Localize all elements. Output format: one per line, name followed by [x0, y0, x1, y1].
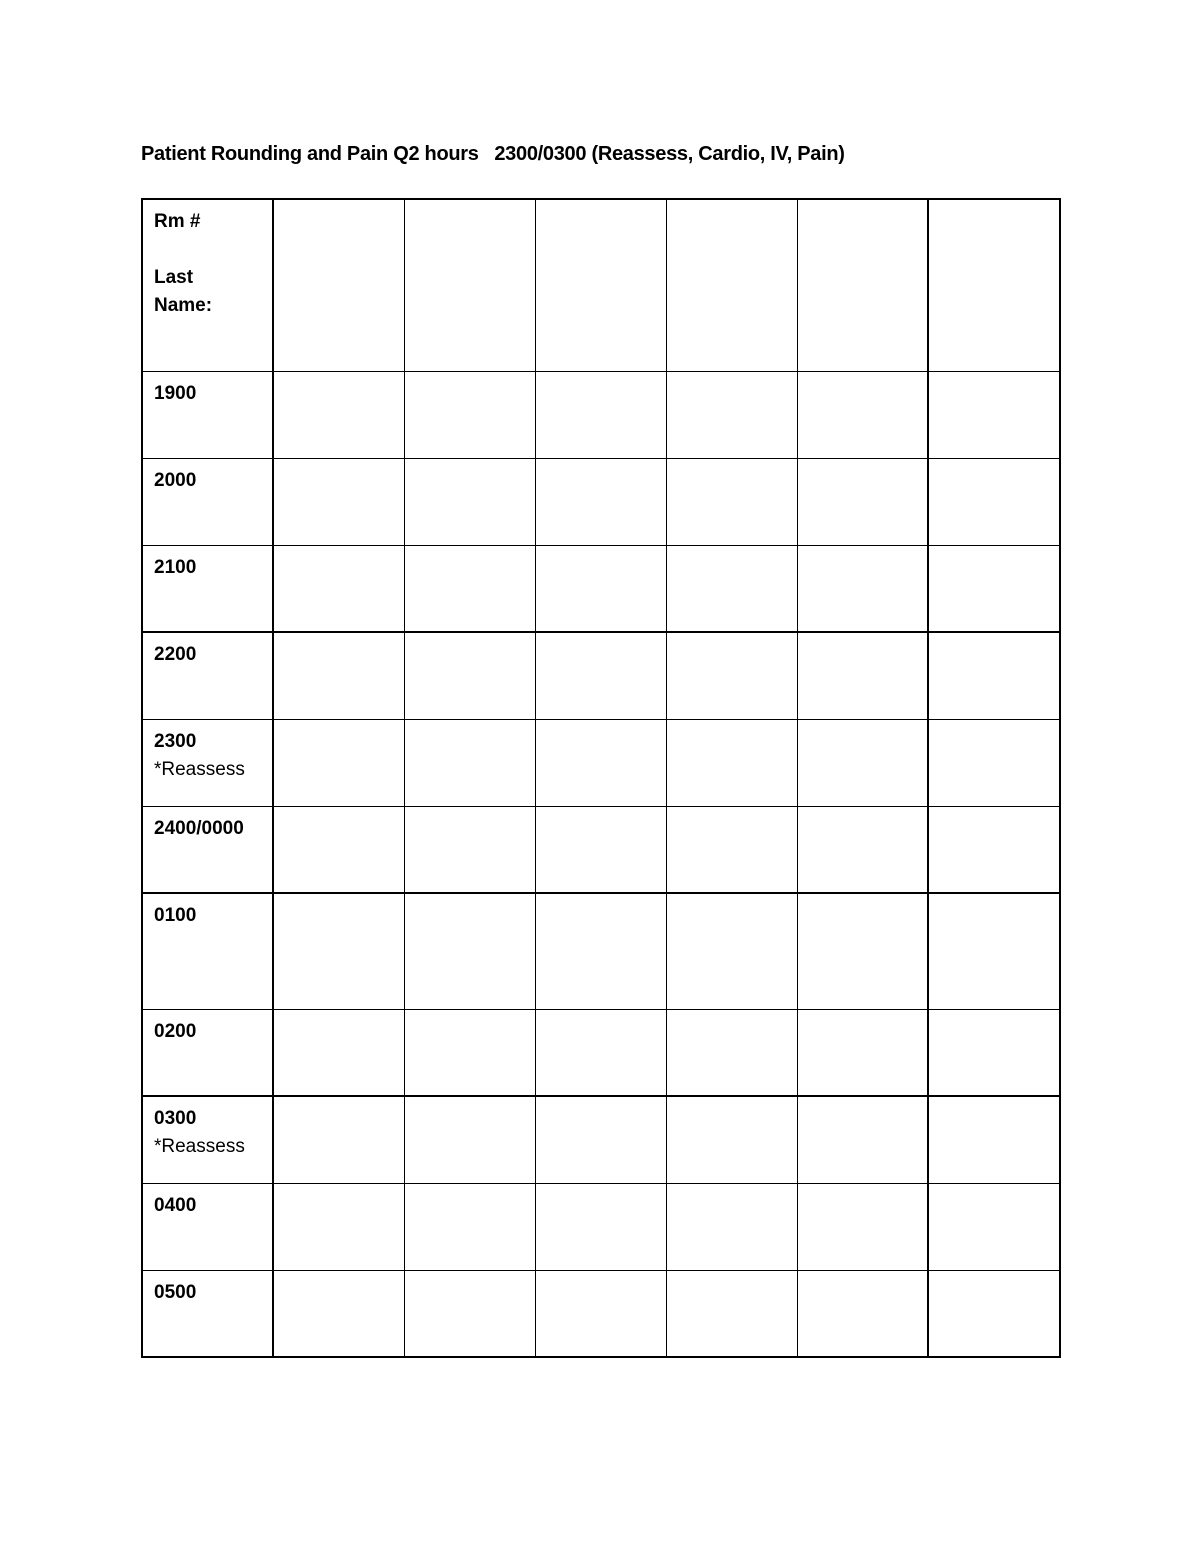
rounding-entry-cell[interactable]	[273, 632, 404, 719]
rounding-entry-cell[interactable]	[928, 371, 1060, 458]
rounding-entry-cell[interactable]	[666, 1009, 797, 1096]
time-label: 0200	[154, 1020, 197, 1042]
rounding-entry-cell[interactable]	[797, 1270, 928, 1357]
rounding-entry-cell[interactable]	[535, 632, 666, 719]
time-label-cell	[142, 632, 273, 719]
patient-name-cell[interactable]	[928, 199, 1060, 371]
time-label: 0300	[154, 1108, 197, 1129]
rounding-entry-cell[interactable]	[928, 1183, 1060, 1270]
rounding-entry-cell[interactable]	[404, 719, 535, 806]
rounding-entry-cell[interactable]	[928, 1270, 1060, 1357]
rounding-entry-cell[interactable]	[273, 1270, 404, 1357]
time-label: 1900	[154, 382, 197, 404]
rounding-entry-cell[interactable]	[404, 1009, 535, 1096]
time-row	[142, 1183, 1060, 1270]
rounding-entry-cell[interactable]	[666, 1096, 797, 1183]
rounding-entry-cell[interactable]	[666, 719, 797, 806]
rounding-entry-cell[interactable]	[666, 1183, 797, 1270]
time-label-cell	[142, 1270, 273, 1357]
rounding-entry-cell[interactable]	[797, 893, 928, 1009]
rounding-entry-cell[interactable]	[404, 806, 535, 893]
rounding-entry-cell[interactable]	[928, 632, 1060, 719]
time-row	[142, 545, 1060, 632]
time-label: 2100	[154, 556, 197, 578]
rounding-grid	[141, 198, 1061, 1358]
time-label-cell	[142, 1183, 273, 1270]
time-label: 0400	[154, 1194, 197, 1216]
time-label: 2200	[154, 644, 197, 665]
patient-name-cell[interactable]	[797, 199, 928, 371]
rounding-entry-cell[interactable]	[273, 1009, 404, 1096]
time-label: 2000	[154, 469, 197, 491]
rounding-entry-cell[interactable]	[404, 458, 535, 545]
rounding-entry-cell[interactable]	[797, 806, 928, 893]
rounding-entry-cell[interactable]	[666, 893, 797, 1009]
rounding-entry-cell[interactable]	[273, 893, 404, 1009]
rounding-entry-cell[interactable]	[404, 371, 535, 458]
rounding-entry-cell[interactable]	[928, 1096, 1060, 1183]
rounding-entry-cell[interactable]	[535, 1009, 666, 1096]
time-row	[142, 1270, 1060, 1357]
rounding-entry-cell[interactable]	[797, 458, 928, 545]
time-label-cell	[142, 893, 273, 1009]
room-number-label: Rm #	[154, 211, 201, 232]
rounding-entry-cell[interactable]	[404, 1096, 535, 1183]
time-row	[142, 632, 1060, 719]
rounding-entry-cell[interactable]	[535, 1270, 666, 1357]
time-label-cell	[142, 719, 273, 806]
time-label-cell	[142, 806, 273, 893]
rounding-entry-cell[interactable]	[666, 1270, 797, 1357]
rounding-entry-cell[interactable]	[535, 1096, 666, 1183]
rounding-entry-cell[interactable]	[666, 545, 797, 632]
rounding-entry-cell[interactable]	[797, 371, 928, 458]
rounding-entry-cell[interactable]	[535, 371, 666, 458]
rounding-entry-cell[interactable]	[273, 1183, 404, 1270]
rounding-entry-cell[interactable]	[535, 893, 666, 1009]
reassess-note: *Reassess	[154, 758, 245, 780]
rounding-entry-cell[interactable]	[928, 893, 1060, 1009]
rounding-entry-cell[interactable]	[404, 1183, 535, 1270]
rounding-entry-cell[interactable]	[928, 458, 1060, 545]
rounding-entry-cell[interactable]	[797, 632, 928, 719]
time-row	[142, 893, 1060, 1009]
rounding-entry-cell[interactable]	[797, 719, 928, 806]
time-row	[142, 1009, 1060, 1096]
time-label-cell	[142, 458, 273, 545]
header-label-cell	[142, 199, 273, 371]
reassess-note: *Reassess	[154, 1136, 245, 1157]
grid-body	[142, 199, 1060, 1357]
time-row	[142, 806, 1060, 893]
rounding-entry-cell[interactable]	[797, 1096, 928, 1183]
rounding-entry-cell[interactable]	[797, 545, 928, 632]
rounding-entry-cell[interactable]	[666, 806, 797, 893]
rounding-entry-cell[interactable]	[928, 1009, 1060, 1096]
rounding-entry-cell[interactable]	[404, 545, 535, 632]
rounding-entry-cell[interactable]	[273, 719, 404, 806]
rounding-entry-cell[interactable]	[535, 458, 666, 545]
time-row	[142, 371, 1060, 458]
rounding-entry-cell[interactable]	[273, 806, 404, 893]
rounding-entry-cell[interactable]	[928, 545, 1060, 632]
patient-name-cell[interactable]	[666, 199, 797, 371]
time-label-cell	[142, 1009, 273, 1096]
time-label: 2300	[154, 730, 197, 752]
rounding-entry-cell[interactable]	[273, 458, 404, 545]
time-label: 0100	[154, 905, 197, 926]
rounding-entry-cell[interactable]	[666, 458, 797, 545]
rounding-entry-cell[interactable]	[666, 371, 797, 458]
rounding-entry-cell[interactable]	[928, 806, 1060, 893]
last-name-label: Last Name:	[154, 267, 213, 316]
time-row	[142, 1096, 1060, 1183]
rounding-entry-cell[interactable]	[404, 632, 535, 719]
patient-name-cell[interactable]	[273, 199, 404, 371]
rounding-entry-cell[interactable]	[535, 545, 666, 632]
time-label-cell	[142, 371, 273, 458]
rounding-entry-cell[interactable]	[273, 371, 404, 458]
rounding-entry-cell[interactable]	[273, 1096, 404, 1183]
rounding-entry-cell[interactable]	[535, 719, 666, 806]
time-label-cell	[142, 1096, 273, 1183]
patient-name-cell[interactable]	[535, 199, 666, 371]
rounding-entry-cell[interactable]	[273, 545, 404, 632]
time-row	[142, 719, 1060, 806]
time-label: 0500	[154, 1281, 197, 1303]
rounding-entry-cell[interactable]	[404, 893, 535, 1009]
patient-name-cell[interactable]	[404, 199, 535, 371]
rounding-entry-cell[interactable]	[928, 719, 1060, 806]
time-label: 2400/0000	[154, 817, 244, 839]
rounding-entry-cell[interactable]	[797, 1009, 928, 1096]
rounding-entry-cell[interactable]	[404, 1270, 535, 1357]
rounding-entry-cell[interactable]	[666, 632, 797, 719]
time-label-cell	[142, 545, 273, 632]
header-row	[142, 199, 1060, 371]
page-title: Patient Rounding and Pain Q2 hours 2300/0300 (Reassess, Cardio, IV, Pain)	[141, 143, 845, 165]
rounding-entry-cell[interactable]	[797, 1183, 928, 1270]
time-row	[142, 458, 1060, 545]
rounding-entry-cell[interactable]	[535, 806, 666, 893]
rounding-entry-cell[interactable]	[535, 1183, 666, 1270]
